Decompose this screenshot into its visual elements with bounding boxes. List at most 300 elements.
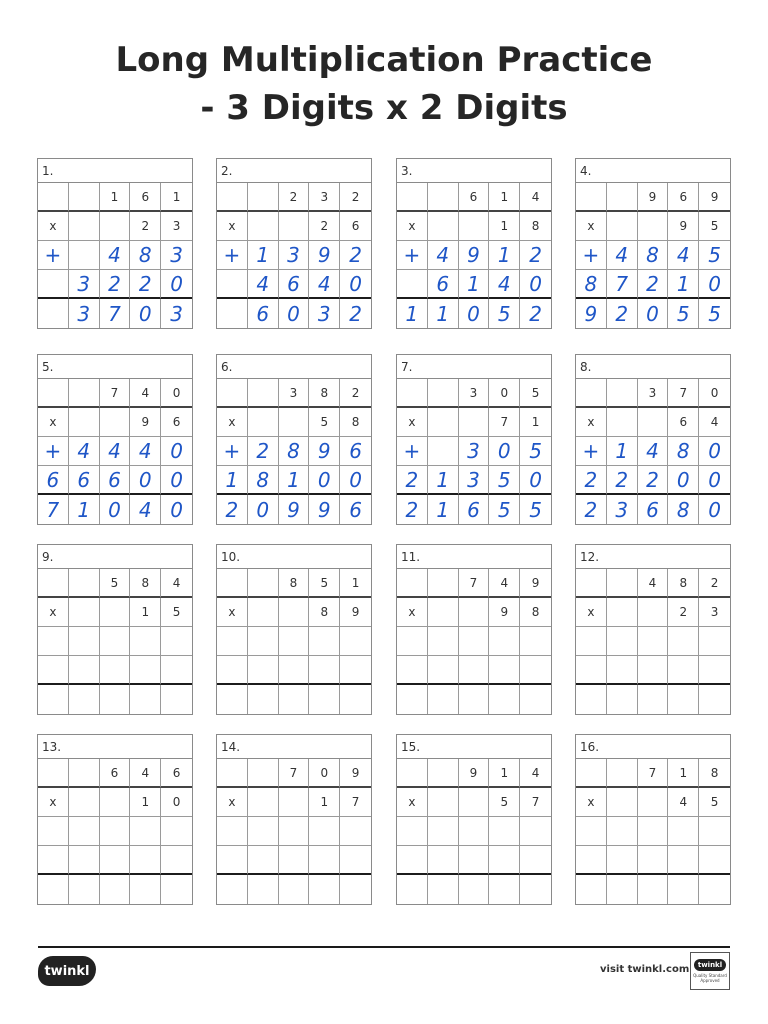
grid-cell[interactable] [69,788,100,817]
grid-cell[interactable] [668,270,699,299]
grid-cell[interactable] [161,495,192,524]
grid-cell[interactable] [397,598,428,627]
grid-cell[interactable] [309,408,340,437]
grid-cell[interactable] [428,627,459,656]
grid-cell[interactable] [340,817,371,846]
grid-cell[interactable] [520,183,551,212]
grid-cell[interactable] [100,569,131,598]
grid-cell[interactable] [428,183,459,212]
grid-cell[interactable] [699,299,730,328]
grid-cell[interactable] [38,495,69,524]
grid-cell[interactable] [130,437,161,466]
grid-cell[interactable] [576,685,607,714]
grid-cell[interactable] [248,299,279,328]
grid-cell[interactable] [217,598,248,627]
grid-cell[interactable] [279,875,310,904]
grid-cell[interactable] [248,495,279,524]
grid-cell[interactable] [638,408,669,437]
grid-cell[interactable] [279,788,310,817]
grid-cell[interactable] [69,598,100,627]
grid-cell[interactable] [428,437,459,466]
grid-cell[interactable] [69,627,100,656]
grid-cell[interactable] [699,846,730,875]
grid-cell[interactable] [69,183,100,212]
grid-cell[interactable] [309,759,340,788]
grid-cell[interactable] [279,379,310,408]
grid-cell[interactable] [279,241,310,270]
grid-cell[interactable] [520,270,551,299]
grid-cell[interactable] [100,299,131,328]
grid-cell[interactable] [638,241,669,270]
grid-cell[interactable] [340,569,371,598]
grid-cell[interactable] [668,569,699,598]
grid-cell[interactable] [38,685,69,714]
grid-cell[interactable] [576,788,607,817]
grid-cell[interactable] [397,212,428,241]
grid-cell[interactable] [130,656,161,685]
grid-cell[interactable] [161,656,192,685]
grid-cell[interactable] [576,656,607,685]
grid-cell[interactable] [248,437,279,466]
grid-cell[interactable] [428,788,459,817]
grid-cell[interactable] [428,598,459,627]
grid-cell[interactable] [38,846,69,875]
grid-cell[interactable] [397,466,428,495]
grid-cell[interactable] [309,183,340,212]
grid-cell[interactable] [459,569,490,598]
grid-cell[interactable] [161,875,192,904]
grid-cell[interactable] [638,759,669,788]
grid-cell[interactable] [217,627,248,656]
grid-cell[interactable] [459,656,490,685]
grid-cell[interactable] [520,685,551,714]
grid-cell[interactable] [217,183,248,212]
grid-cell[interactable] [607,408,638,437]
grid-cell[interactable] [279,656,310,685]
grid-cell[interactable] [340,495,371,524]
grid-cell[interactable] [248,656,279,685]
grid-cell[interactable] [38,875,69,904]
grid-cell[interactable] [340,270,371,299]
grid-cell[interactable] [489,685,520,714]
grid-cell[interactable] [130,379,161,408]
grid-cell[interactable] [217,495,248,524]
grid-cell[interactable] [248,817,279,846]
grid-cell[interactable] [428,846,459,875]
grid-cell[interactable] [576,437,607,466]
grid-cell[interactable] [607,270,638,299]
grid-cell[interactable] [309,817,340,846]
grid-cell[interactable] [397,379,428,408]
grid-cell[interactable] [217,299,248,328]
grid-cell[interactable] [699,183,730,212]
grid-cell[interactable] [69,379,100,408]
grid-cell[interactable] [38,241,69,270]
grid-cell[interactable] [309,846,340,875]
grid-cell[interactable] [489,212,520,241]
grid-cell[interactable] [38,379,69,408]
grid-cell[interactable] [638,437,669,466]
grid-cell[interactable] [668,495,699,524]
grid-cell[interactable] [397,817,428,846]
grid-cell[interactable] [217,656,248,685]
grid-cell[interactable] [638,656,669,685]
grid-cell[interactable] [520,598,551,627]
grid-cell[interactable] [428,759,459,788]
grid-cell[interactable] [397,846,428,875]
grid-cell[interactable] [340,299,371,328]
grid-cell[interactable] [248,788,279,817]
grid-cell[interactable] [520,437,551,466]
grid-cell[interactable] [699,270,730,299]
grid-cell[interactable] [130,408,161,437]
grid-cell[interactable] [668,241,699,270]
grid-cell[interactable] [100,627,131,656]
grid-cell[interactable] [638,212,669,241]
grid-cell[interactable] [607,183,638,212]
grid-cell[interactable] [38,466,69,495]
grid-cell[interactable] [130,759,161,788]
grid-cell[interactable] [428,212,459,241]
grid-cell[interactable] [638,299,669,328]
grid-cell[interactable] [279,212,310,241]
grid-cell[interactable] [699,788,730,817]
grid-cell[interactable] [489,656,520,685]
grid-cell[interactable] [100,437,131,466]
grid-cell[interactable] [607,846,638,875]
grid-cell[interactable] [397,408,428,437]
grid-cell[interactable] [100,408,131,437]
grid-cell[interactable] [130,495,161,524]
grid-cell[interactable] [248,466,279,495]
grid-cell[interactable] [100,212,131,241]
grid-cell[interactable] [69,846,100,875]
grid-cell[interactable] [397,270,428,299]
grid-cell[interactable] [161,627,192,656]
grid-cell[interactable] [161,379,192,408]
grid-cell[interactable] [340,627,371,656]
grid-cell[interactable] [459,270,490,299]
grid-cell[interactable] [397,183,428,212]
grid-cell[interactable] [489,466,520,495]
grid-cell[interactable] [459,495,490,524]
grid-cell[interactable] [638,788,669,817]
grid-cell[interactable] [428,817,459,846]
grid-cell[interactable] [520,495,551,524]
grid-cell[interactable] [100,846,131,875]
grid-cell[interactable] [340,875,371,904]
grid-cell[interactable] [69,466,100,495]
grid-cell[interactable] [576,759,607,788]
grid-cell[interactable] [340,466,371,495]
grid-cell[interactable] [100,241,131,270]
grid-cell[interactable] [309,598,340,627]
grid-cell[interactable] [161,212,192,241]
grid-cell[interactable] [279,685,310,714]
grid-cell[interactable] [309,875,340,904]
grid-cell[interactable] [668,656,699,685]
grid-cell[interactable] [489,569,520,598]
grid-cell[interactable] [217,817,248,846]
grid-cell[interactable] [217,466,248,495]
grid-cell[interactable] [607,685,638,714]
grid-cell[interactable] [397,299,428,328]
grid-cell[interactable] [340,379,371,408]
grid-cell[interactable] [520,299,551,328]
grid-cell[interactable] [69,817,100,846]
grid-cell[interactable] [520,788,551,817]
grid-cell[interactable] [699,466,730,495]
grid-cell[interactable] [100,788,131,817]
grid-cell[interactable] [100,183,131,212]
grid-cell[interactable] [279,569,310,598]
grid-cell[interactable] [576,241,607,270]
grid-cell[interactable] [489,759,520,788]
grid-cell[interactable] [69,569,100,598]
grid-cell[interactable] [309,495,340,524]
grid-cell[interactable] [699,569,730,598]
grid-cell[interactable] [340,183,371,212]
grid-cell[interactable] [161,466,192,495]
grid-cell[interactable] [279,759,310,788]
grid-cell[interactable] [340,408,371,437]
grid-cell[interactable] [309,241,340,270]
grid-cell[interactable] [130,569,161,598]
grid-cell[interactable] [699,495,730,524]
grid-cell[interactable] [699,817,730,846]
grid-cell[interactable] [520,627,551,656]
grid-cell[interactable] [459,817,490,846]
grid-cell[interactable] [217,875,248,904]
grid-cell[interactable] [576,270,607,299]
grid-cell[interactable] [100,875,131,904]
grid-cell[interactable] [520,817,551,846]
grid-cell[interactable] [459,408,490,437]
grid-cell[interactable] [459,183,490,212]
grid-cell[interactable] [489,627,520,656]
grid-cell[interactable] [489,788,520,817]
grid-cell[interactable] [397,759,428,788]
grid-cell[interactable] [309,299,340,328]
grid-cell[interactable] [38,759,69,788]
visit-link[interactable]: visit twinkl.com [600,964,690,975]
grid-cell[interactable] [130,466,161,495]
grid-cell[interactable] [217,241,248,270]
grid-cell[interactable] [397,569,428,598]
grid-cell[interactable] [161,437,192,466]
grid-cell[interactable] [397,495,428,524]
grid-cell[interactable] [397,627,428,656]
grid-cell[interactable] [699,759,730,788]
grid-cell[interactable] [489,379,520,408]
grid-cell[interactable] [607,759,638,788]
grid-cell[interactable] [520,569,551,598]
grid-cell[interactable] [340,437,371,466]
grid-cell[interactable] [309,466,340,495]
grid-cell[interactable] [100,495,131,524]
grid-cell[interactable] [576,408,607,437]
grid-cell[interactable] [397,656,428,685]
grid-cell[interactable] [576,846,607,875]
grid-cell[interactable] [638,466,669,495]
grid-cell[interactable] [279,846,310,875]
grid-cell[interactable] [38,598,69,627]
grid-cell[interactable] [38,817,69,846]
grid-cell[interactable] [69,656,100,685]
grid-cell[interactable] [340,846,371,875]
grid-cell[interactable] [279,183,310,212]
grid-cell[interactable] [161,299,192,328]
grid-cell[interactable] [279,627,310,656]
grid-cell[interactable] [607,569,638,598]
grid-cell[interactable] [520,379,551,408]
grid-cell[interactable] [38,212,69,241]
grid-cell[interactable] [638,875,669,904]
grid-cell[interactable] [428,241,459,270]
grid-cell[interactable] [489,495,520,524]
grid-cell[interactable] [217,685,248,714]
grid-cell[interactable] [459,466,490,495]
grid-cell[interactable] [340,788,371,817]
grid-cell[interactable] [130,183,161,212]
grid-cell[interactable] [428,685,459,714]
grid-cell[interactable] [607,466,638,495]
grid-cell[interactable] [459,685,490,714]
grid-cell[interactable] [428,875,459,904]
grid-cell[interactable] [459,212,490,241]
grid-cell[interactable] [100,598,131,627]
grid-cell[interactable] [279,598,310,627]
grid-cell[interactable] [459,759,490,788]
grid-cell[interactable] [248,598,279,627]
grid-cell[interactable] [668,598,699,627]
grid-cell[interactable] [459,299,490,328]
grid-cell[interactable] [699,241,730,270]
grid-cell[interactable] [638,627,669,656]
grid-cell[interactable] [428,408,459,437]
grid-cell[interactable] [607,627,638,656]
grid-cell[interactable] [217,846,248,875]
grid-cell[interactable] [161,685,192,714]
grid-cell[interactable] [668,212,699,241]
grid-cell[interactable] [638,270,669,299]
grid-cell[interactable] [668,299,699,328]
grid-cell[interactable] [489,437,520,466]
grid-cell[interactable] [428,466,459,495]
grid-cell[interactable] [638,495,669,524]
grid-cell[interactable] [248,379,279,408]
grid-cell[interactable] [69,241,100,270]
grid-cell[interactable] [309,685,340,714]
grid-cell[interactable] [130,598,161,627]
grid-cell[interactable] [576,569,607,598]
grid-cell[interactable] [489,299,520,328]
grid-cell[interactable] [489,183,520,212]
grid-cell[interactable] [279,495,310,524]
grid-cell[interactable] [100,685,131,714]
grid-cell[interactable] [130,212,161,241]
grid-cell[interactable] [576,598,607,627]
grid-cell[interactable] [576,627,607,656]
grid-cell[interactable] [217,569,248,598]
grid-cell[interactable] [100,656,131,685]
grid-cell[interactable] [69,685,100,714]
grid-cell[interactable] [340,685,371,714]
grid-cell[interactable] [38,299,69,328]
grid-cell[interactable] [668,846,699,875]
grid-cell[interactable] [69,759,100,788]
grid-cell[interactable] [248,212,279,241]
grid-cell[interactable] [489,270,520,299]
grid-cell[interactable] [520,212,551,241]
grid-cell[interactable] [161,817,192,846]
grid-cell[interactable] [576,299,607,328]
grid-cell[interactable] [668,627,699,656]
grid-cell[interactable] [38,569,69,598]
grid-cell[interactable] [699,627,730,656]
grid-cell[interactable] [607,212,638,241]
grid-cell[interactable] [309,212,340,241]
grid-cell[interactable] [699,212,730,241]
grid-cell[interactable] [130,270,161,299]
grid-cell[interactable] [279,466,310,495]
grid-cell[interactable] [217,788,248,817]
grid-cell[interactable] [668,379,699,408]
grid-cell[interactable] [607,379,638,408]
grid-cell[interactable] [69,495,100,524]
grid-cell[interactable] [161,408,192,437]
grid-cell[interactable] [309,656,340,685]
grid-cell[interactable] [699,379,730,408]
grid-cell[interactable] [248,408,279,437]
grid-cell[interactable] [100,270,131,299]
grid-cell[interactable] [217,270,248,299]
grid-cell[interactable] [489,846,520,875]
grid-cell[interactable] [38,437,69,466]
grid-cell[interactable] [668,788,699,817]
grid-cell[interactable] [217,212,248,241]
grid-cell[interactable] [69,875,100,904]
grid-cell[interactable] [248,241,279,270]
grid-cell[interactable] [340,598,371,627]
grid-cell[interactable] [100,759,131,788]
grid-cell[interactable] [489,875,520,904]
grid-cell[interactable] [38,627,69,656]
grid-cell[interactable] [459,598,490,627]
grid-cell[interactable] [638,183,669,212]
grid-cell[interactable] [309,788,340,817]
grid-cell[interactable] [576,379,607,408]
grid-cell[interactable] [161,759,192,788]
grid-cell[interactable] [520,241,551,270]
grid-cell[interactable] [69,408,100,437]
grid-cell[interactable] [397,241,428,270]
grid-cell[interactable] [397,875,428,904]
grid-cell[interactable] [309,569,340,598]
grid-cell[interactable] [248,183,279,212]
grid-cell[interactable] [397,685,428,714]
grid-cell[interactable] [161,270,192,299]
grid-cell[interactable] [309,270,340,299]
grid-cell[interactable] [248,685,279,714]
grid-cell[interactable] [248,875,279,904]
grid-cell[interactable] [459,627,490,656]
grid-cell[interactable] [638,598,669,627]
grid-cell[interactable] [489,817,520,846]
grid-cell[interactable] [161,241,192,270]
grid-cell[interactable] [638,846,669,875]
grid-cell[interactable] [130,875,161,904]
